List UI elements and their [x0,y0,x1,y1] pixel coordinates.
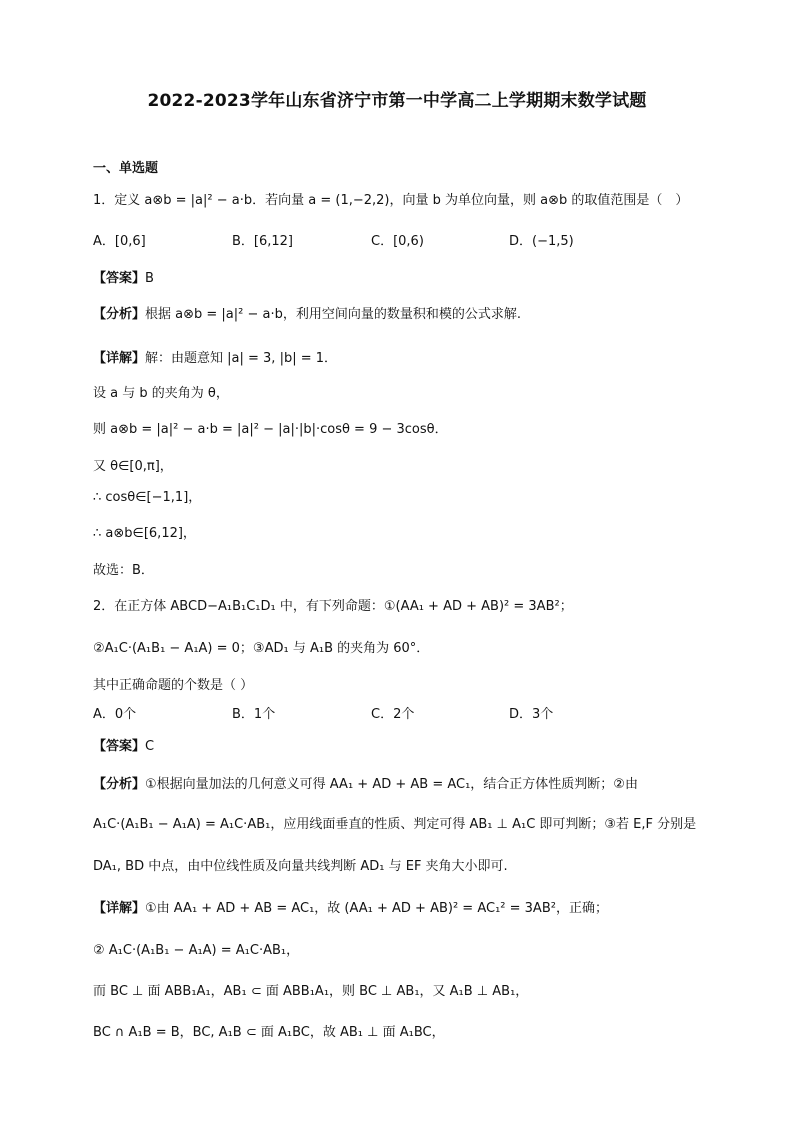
q1-analysis [93,306,521,324]
q1-detail-line: 故选：B． [93,563,154,578]
q1-stem: 1．定义 a⊗b = |a|² − a·b．若向量 a = (1,−2,2)，向量 b 为单位向量，则 a⊗b 的取值范围是（ ） [93,193,689,208]
analysis-label: 【分析】 [93,307,146,322]
q2-analysis-line: DA₁, BD 中点，由中位线性质及向量共线判断 AD₁ 与 EF 夹角大小即可. [93,859,508,874]
q1-option-a: A．[0,6] [93,234,146,249]
q1-detail-line: 设 a 与 b 的夹角为 θ， [93,386,229,401]
answer-value: B [145,271,154,286]
q1-option-b: B．[6,12] [232,234,294,249]
q2-analysis-line [93,776,638,794]
q1-option-d: D．(−1,5) [509,234,574,249]
q2-option-a: A．0个 [93,707,137,722]
q1-detail-line: ∴ cosθ∈[−1,1]， [93,490,202,505]
q2-detail-line: 而 BC ⊥ 面 ABB₁A₁，AB₁ ⊂ 面 ABB₁A₁，则 BC ⊥ AB₁，又 A₁B ⊥ AB₁， [93,984,529,999]
q2-stem-line: 其中正确命题的个数是（ ） [93,678,254,693]
q2-option-d: D．3个 [509,707,554,722]
q1-answer [93,270,154,288]
answer-label: 【答案】 [93,271,146,286]
q2-answer [93,738,154,756]
answer-value: C [145,739,155,754]
q1-detail-line: 则 a⊗b = |a|² − a·b = |a|² − |a|·|b|·cosθ = 9 − 3cosθ． [93,422,448,437]
analysis-text: 根据 a⊗b = |a|² − a·b，利用空间向量的数量积和模的公式求解. [145,307,521,322]
q2-stem-line: 2．在正方体 ABCD−A₁B₁C₁D₁ 中，有下列命题：①(AA₁ + AD + AB)² = 3AB²； [93,599,573,614]
q2-option-b: B．1个 [232,707,276,722]
q1-detail-line: ∴ a⊗b∈[6,12]， [93,526,196,541]
q1-detail-line: 又 θ∈[0,π]， [93,459,173,474]
section-heading: 一、单选题 [93,161,159,176]
q2-detail-line: BC ∩ A₁B = B，BC, A₁B ⊂ 面 A₁BC，故 AB₁ ⊥ 面 A₁BC， [93,1025,445,1040]
analysis-text: ①根据向量加法的几何意义可得 AA₁ + AD + AB = AC₁，结合正方体性质判断；②由 [145,777,638,792]
detail-text: 解：由题意知 |a| = 3, |b| = 1． [145,351,338,366]
q2-analysis-line: A₁C·(A₁B₁ − A₁A) = A₁C·AB₁，应用线面垂直的性质、判定可得 AB₁ ⊥ A₁C 即可判断；③若 E,F 分别是 [93,817,697,832]
q2-detail-line [93,900,608,918]
detail-text: ①由 AA₁ + AD + AB = AC₁，故 (AA₁ + AD + AB)² = AC₁² = 3AB²，正确； [145,901,608,916]
q1-option-c: C．[0,6) [371,234,424,249]
analysis-label: 【分析】 [93,777,146,792]
answer-label: 【答案】 [93,739,146,754]
page-title: 2022-2023学年山东省济宁市第一中学高二上学期期末数学试题 [147,91,647,111]
detail-label: 【详解】 [93,351,146,366]
q2-option-c: C．2个 [371,707,415,722]
q1-detail-line [93,350,337,368]
q2-stem-line: ②A₁C·(A₁B₁ − A₁A) = 0；③AD₁ 与 A₁B 的夹角为 60°． [93,641,430,656]
detail-label: 【详解】 [93,901,146,916]
q2-detail-line: ② A₁C·(A₁B₁ − A₁A) = A₁C·AB₁， [93,943,300,958]
